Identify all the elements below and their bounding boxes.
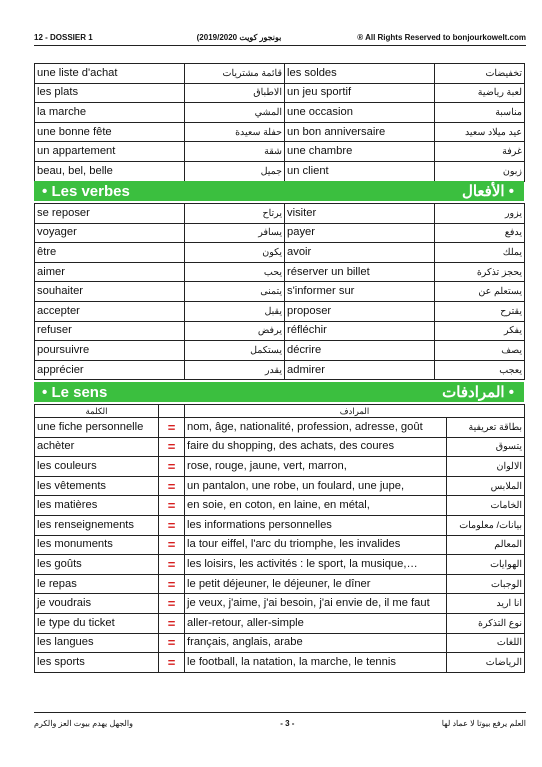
equals-sign: = <box>159 574 185 594</box>
french-term: les soldes <box>285 64 435 84</box>
word-cell: les langues <box>35 633 159 653</box>
arabic-translation: يستكمل <box>185 341 285 361</box>
arabic-translation: يتمنى <box>185 282 285 302</box>
french-term: se reposer <box>35 204 185 224</box>
word-column-header: الكلمة <box>35 405 159 418</box>
equals-sign: = <box>159 496 185 516</box>
arabic-translation: الملابس <box>447 476 525 496</box>
arabic-translation: يقبل <box>185 301 285 321</box>
arabic-translation: نوع التذكرة <box>447 613 525 633</box>
table-row <box>35 515 525 535</box>
arabic-translation: الرياضات <box>447 653 525 673</box>
arabic-translation: يزور <box>435 204 525 224</box>
equals-sign: = <box>159 535 185 555</box>
synonym-column-header: المرادف <box>185 405 525 418</box>
arabic-translation: يرفض <box>185 321 285 341</box>
arabic-translation: زبون <box>435 161 525 181</box>
synonym-cell: le petit déjeuner, le déjeuner, le dîner <box>185 574 447 594</box>
synonym-cell: nom, âge, nationalité, profession, adresse, goût <box>185 418 447 438</box>
sens-title-fr: Le sens <box>51 383 108 401</box>
french-term: voyager <box>35 223 185 243</box>
word-cell: les renseignements <box>35 515 159 535</box>
table-row <box>35 653 525 673</box>
french-term: décrire <box>285 341 435 361</box>
french-term: avoir <box>285 243 435 263</box>
equals-sign: = <box>159 594 185 614</box>
table-row <box>35 204 525 224</box>
table-row <box>35 437 525 457</box>
table-row <box>35 64 525 84</box>
french-term: beau, bel, belle <box>35 161 185 181</box>
footer-right-text: العلم يرفع بيوتا لا عماد لها <box>441 718 526 728</box>
year-label: (2019/2020 بونجور كويت <box>196 32 282 42</box>
word-cell: les monuments <box>35 535 159 555</box>
arabic-translation: يقدر <box>185 360 285 380</box>
table-row <box>35 122 525 142</box>
verbs-table <box>34 203 525 380</box>
french-term: la marche <box>35 103 185 123</box>
arabic-translation: يدفع <box>435 223 525 243</box>
synonym-cell: le football, la natation, la marche, le tennis <box>185 653 447 673</box>
french-term: accepter <box>35 301 185 321</box>
page-header <box>34 30 526 44</box>
arabic-translation: اللغات <box>447 633 525 653</box>
rights-label: ® All Rights Reserved to bonjourkowelt.com <box>357 32 526 42</box>
arabic-translation: يرتاح <box>185 204 285 224</box>
french-term: une liste d'achat <box>35 64 185 84</box>
synonym-cell: un pantalon, une robe, un foulard, une jupe, <box>185 476 447 496</box>
table-row <box>35 476 525 496</box>
table-row <box>35 457 525 477</box>
table-row <box>35 496 525 516</box>
synonym-cell: français, anglais, arabe <box>185 633 447 653</box>
arabic-translation: يسافر <box>185 223 285 243</box>
french-term: une bonne fête <box>35 122 185 142</box>
arabic-translation: المشي <box>185 103 285 123</box>
table-row <box>35 282 525 302</box>
page-footer <box>34 714 526 732</box>
arabic-translation: انا اريد <box>447 594 525 614</box>
table-row <box>35 161 525 181</box>
arabic-translation: الخامات <box>447 496 525 516</box>
french-term: s'informer sur <box>285 282 435 302</box>
table-row <box>35 341 525 361</box>
french-term: une chambre <box>285 142 435 162</box>
french-term: aimer <box>35 262 185 282</box>
dossier-label: 12 - DOSSIER 1 <box>34 32 93 42</box>
arabic-translation: شقة <box>185 142 285 162</box>
arabic-translation: يحجز تذكرة <box>435 262 525 282</box>
table-row <box>35 321 525 341</box>
word-cell: les goûts <box>35 555 159 575</box>
arabic-translation: الالوان <box>447 457 525 477</box>
verbs-title-ar: الأفعال <box>461 183 505 200</box>
french-term: réfléchir <box>285 321 435 341</box>
sens-title-ar: المرادفات <box>442 384 505 401</box>
arabic-translation: بطاقة تعريفية <box>447 418 525 438</box>
synonym-cell: la tour eiffel, l'arc du triomphe, les invalides <box>185 535 447 555</box>
synonym-cell: les loisirs, les activités : le sport, la musique,… <box>185 555 447 575</box>
verbs-section-bar <box>34 181 524 201</box>
arabic-translation: يعجب <box>435 360 525 380</box>
french-term: payer <box>285 223 435 243</box>
french-term: visiter <box>285 204 435 224</box>
equals-sign: = <box>159 418 185 438</box>
arabic-translation: غرفة <box>435 142 525 162</box>
arabic-translation: الوجبات <box>447 574 525 594</box>
arabic-translation: جميل <box>185 161 285 181</box>
arabic-translation: المعالم <box>447 535 525 555</box>
equals-sign: = <box>159 437 185 457</box>
arabic-translation: يتسوق <box>447 437 525 457</box>
french-term: souhaiter <box>35 282 185 302</box>
arabic-translation: يفكر <box>435 321 525 341</box>
arabic-translation: الاطباق <box>185 83 285 103</box>
equals-sign: = <box>159 633 185 653</box>
french-term: les plats <box>35 83 185 103</box>
vocab-table <box>34 63 525 182</box>
word-cell: le repas <box>35 574 159 594</box>
equals-sign: = <box>159 613 185 633</box>
equals-sign: = <box>159 515 185 535</box>
synonym-cell: aller-retour, aller-simple <box>185 613 447 633</box>
french-term: réserver un billet <box>285 262 435 282</box>
word-cell: les vêtements <box>35 476 159 496</box>
table-row <box>35 360 525 380</box>
synonym-cell: en soie, en coton, en laine, en métal, <box>185 496 447 516</box>
arabic-translation: حفلة سعيدة <box>185 122 285 142</box>
word-cell: je voudrais <box>35 594 159 614</box>
table-row <box>35 262 525 282</box>
verbs-title-fr: Les verbes <box>51 182 130 200</box>
french-term: un appartement <box>35 142 185 162</box>
french-term: un bon anniversaire <box>285 122 435 142</box>
arabic-translation: يستعلم عن <box>435 282 525 302</box>
footer-rule <box>34 712 526 713</box>
arabic-translation: يصف <box>435 341 525 361</box>
word-cell: les matières <box>35 496 159 516</box>
table-row <box>35 574 525 594</box>
word-cell: les couleurs <box>35 457 159 477</box>
french-term: apprécier <box>35 360 185 380</box>
word-cell: achèter <box>35 437 159 457</box>
footer-left-text: والجهل يهدم بيوت العز والكرم <box>34 718 133 728</box>
french-term: être <box>35 243 185 263</box>
table-row <box>35 633 525 653</box>
french-term: proposer <box>285 301 435 321</box>
equals-sign: = <box>159 476 185 496</box>
table-row <box>35 243 525 263</box>
table-row <box>35 223 525 243</box>
table-row <box>35 613 525 633</box>
bullet-icon: • <box>42 383 48 401</box>
french-term: un client <box>285 161 435 181</box>
arabic-translation: عيد ميلاد سعيد <box>435 122 525 142</box>
arabic-translation: بيانات/ معلومات <box>447 515 525 535</box>
synonym-cell: je veux, j'aime, j'ai besoin, j'ai envie de, il me faut <box>185 594 447 614</box>
table-row <box>35 142 525 162</box>
synonym-cell: faire du shopping, des achats, des coures <box>185 437 447 457</box>
table-row <box>35 555 525 575</box>
arabic-translation: قائمة مشتريات <box>185 64 285 84</box>
arabic-translation: يملك <box>435 243 525 263</box>
french-term: une occasion <box>285 103 435 123</box>
arabic-translation: مناسبة <box>435 103 525 123</box>
bullet-icon: • <box>508 183 514 200</box>
header-rule <box>34 45 526 46</box>
synonyms-header-row <box>35 405 525 418</box>
table-row <box>35 103 525 123</box>
word-cell: le type du ticket <box>35 613 159 633</box>
french-term: un jeu sportif <box>285 83 435 103</box>
sens-section-bar <box>34 382 524 402</box>
arabic-translation: يحب <box>185 262 285 282</box>
arabic-translation: يقترح <box>435 301 525 321</box>
arabic-translation: يكون <box>185 243 285 263</box>
french-term: poursuivre <box>35 341 185 361</box>
page-number: - 3 - <box>280 718 295 728</box>
word-cell: une fiche personnelle <box>35 418 159 438</box>
synonym-cell: rose, rouge, jaune, vert, marron, <box>185 457 447 477</box>
table-row <box>35 301 525 321</box>
equals-sign: = <box>159 555 185 575</box>
arabic-translation: الهوايات <box>447 555 525 575</box>
bullet-icon: • <box>508 384 514 401</box>
equals-sign: = <box>159 457 185 477</box>
french-term: admirer <box>285 360 435 380</box>
synonyms-table <box>34 404 525 673</box>
equals-sign: = <box>159 653 185 673</box>
table-row <box>35 594 525 614</box>
arabic-translation: تخفيضات <box>435 64 525 84</box>
table-row <box>35 418 525 438</box>
word-cell: les sports <box>35 653 159 673</box>
synonym-cell: les informations personnelles <box>185 515 447 535</box>
table-row <box>35 535 525 555</box>
arabic-translation: لعبة رياضية <box>435 83 525 103</box>
french-term: refuser <box>35 321 185 341</box>
bullet-icon: • <box>42 182 48 200</box>
table-row <box>35 83 525 103</box>
